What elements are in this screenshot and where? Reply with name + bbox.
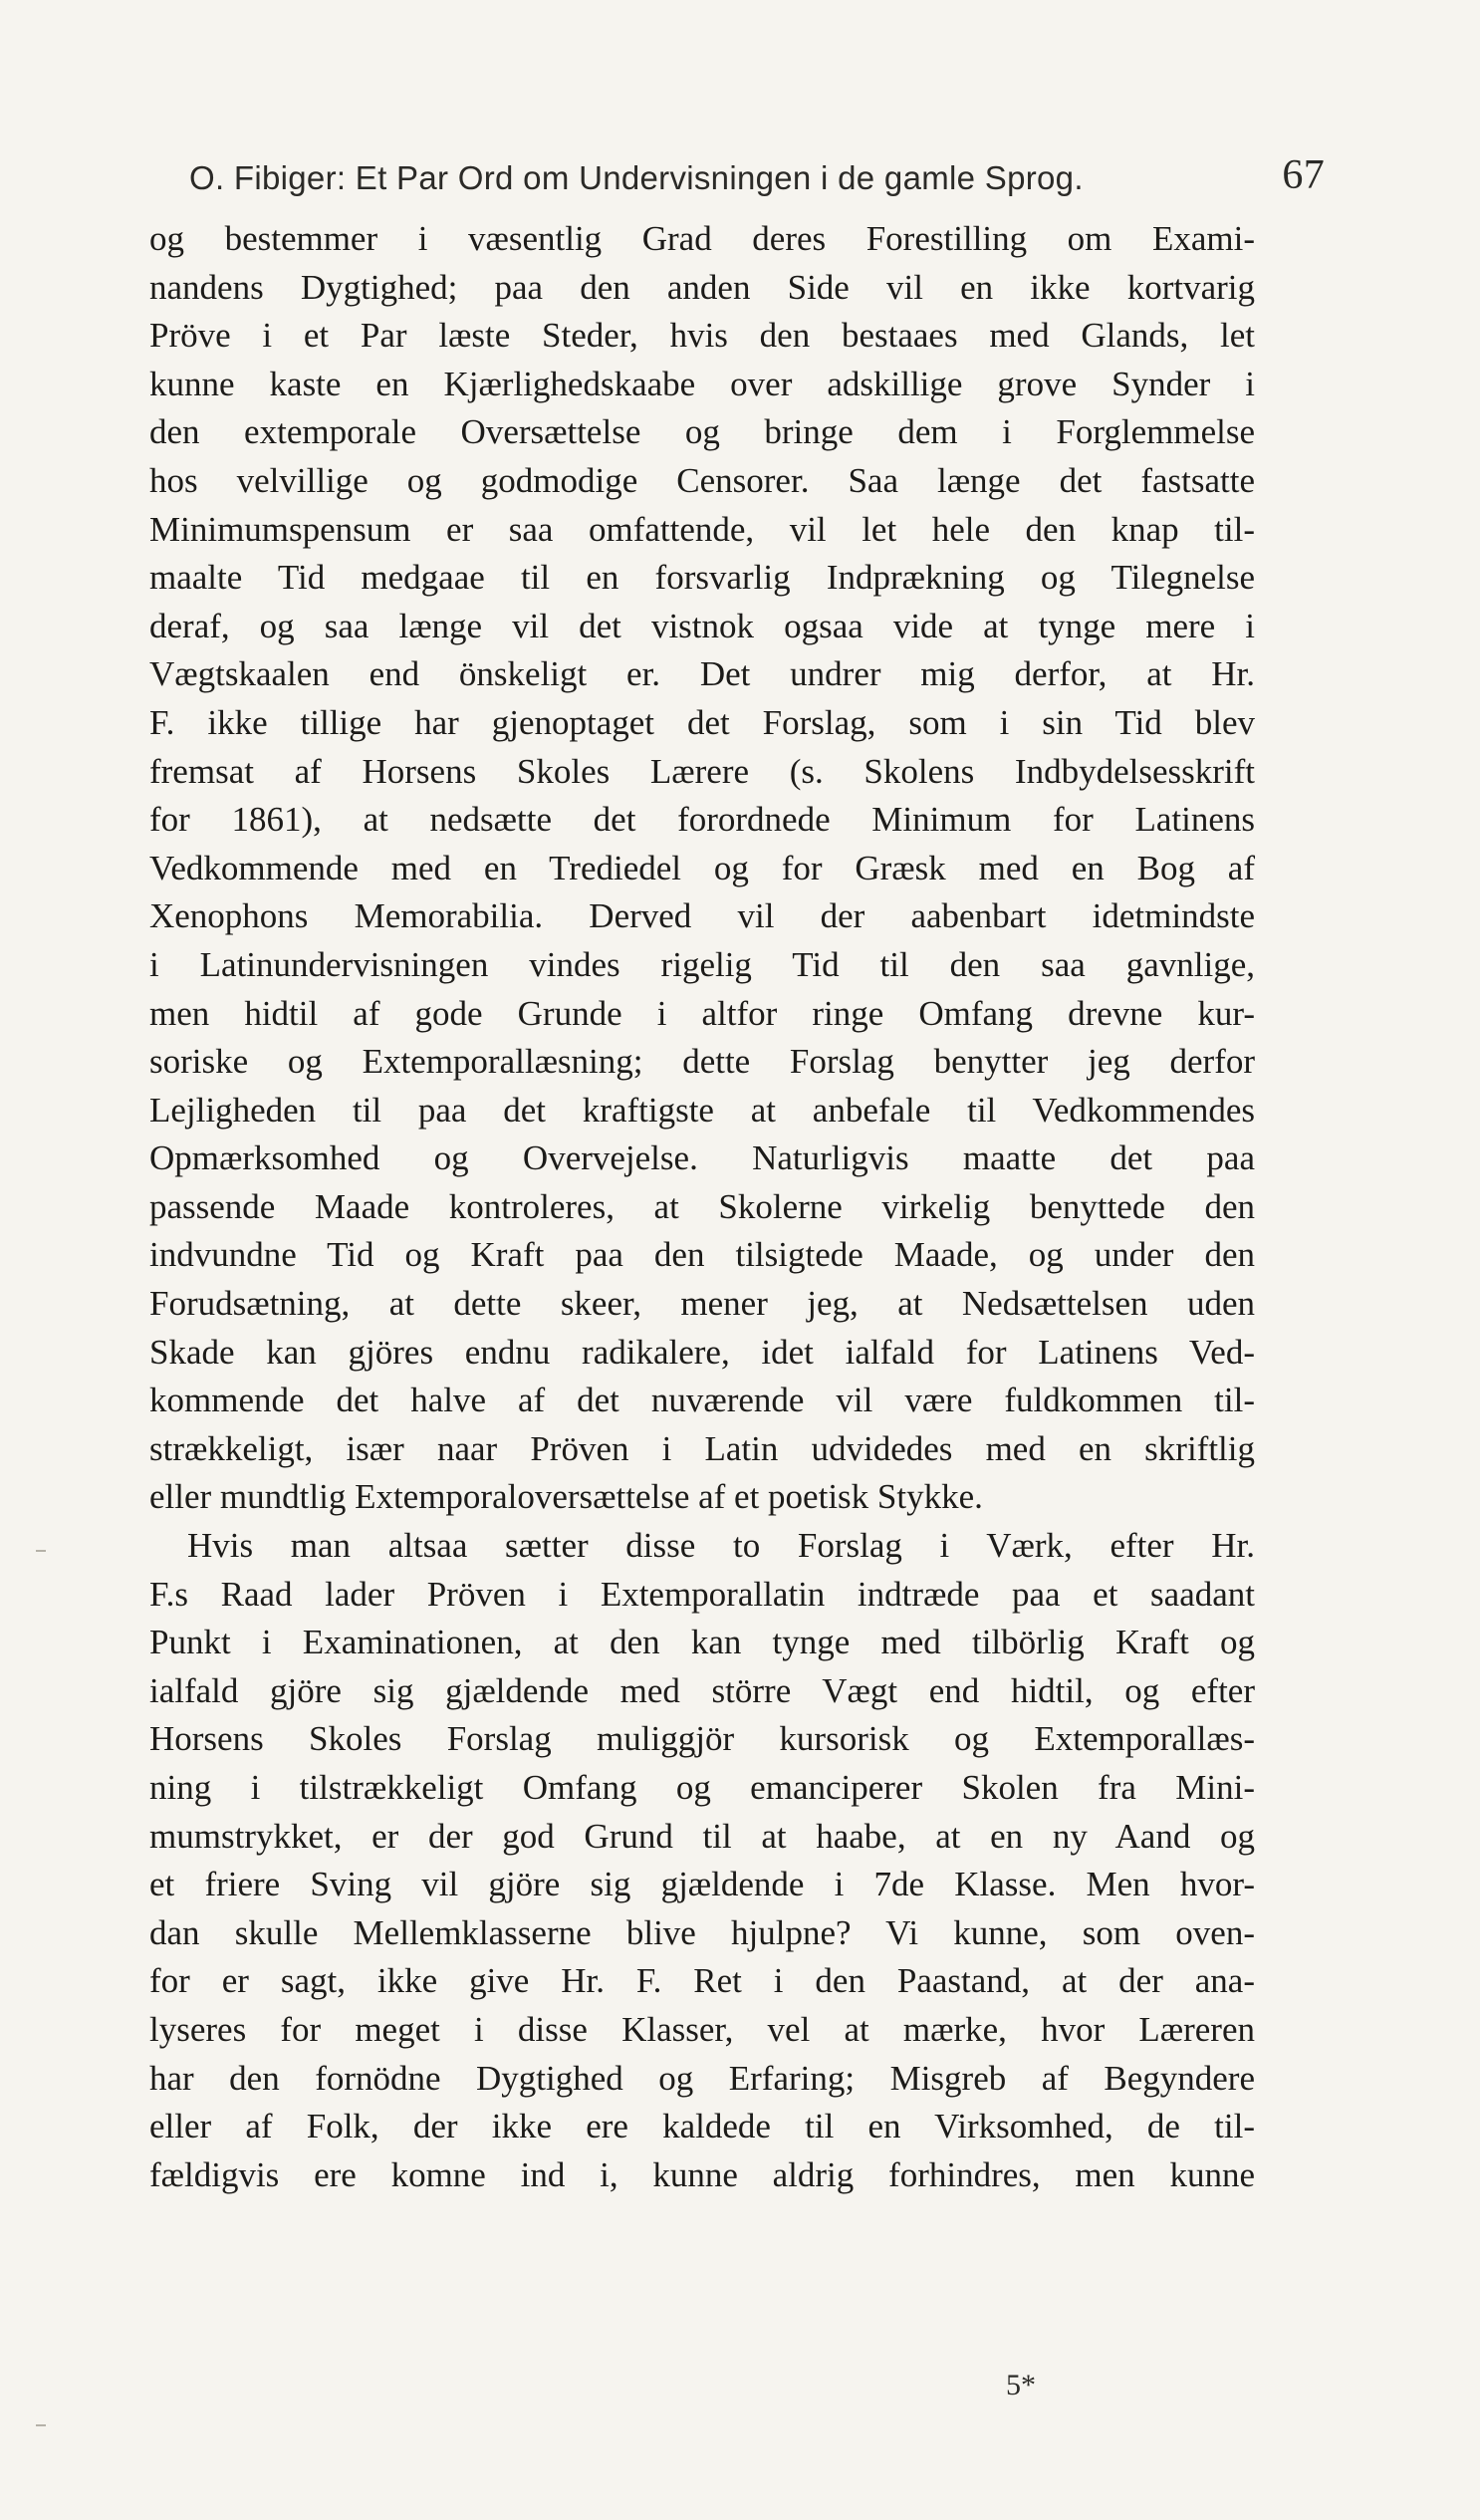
- text-line: eller af Folk, der ikke ere kaldede til en Virksomhed, de til-: [149, 2107, 1255, 2146]
- page-edge-mark: [36, 2424, 46, 2426]
- text-line: passende Maade kontroleres, at Skolerne virkelig benyttede den: [149, 1186, 1255, 1226]
- text-line: for 1861), at nedsætte det forordnede Minimum for Latinens: [149, 800, 1255, 840]
- text-line: i Latinundervisningen vindes rigelig Tid til den saa gavnlige,: [149, 944, 1255, 984]
- running-header: [189, 151, 1325, 201]
- body-text: [149, 215, 1255, 2199]
- text-line: for er sagt, ikke give Hr. F. Ret i den Paastand, at der ana-: [149, 1961, 1255, 2001]
- text-line: har den fornödne Dygtighed og Erfaring; Misgreb af Begyndere: [149, 2058, 1255, 2098]
- text-line: nandens Dygtighed; paa den anden Side vil en ikke kortvarig: [149, 267, 1255, 307]
- text-line: mumstrykket, er der god Grund til at haabe, at en ny Aand og: [149, 1816, 1255, 1856]
- text-line: fældigvis ere komne ind i, kunne aldrig forhindres, men kunne: [149, 2154, 1255, 2194]
- text-line: et friere Sving vil gjöre sig gjældende i 7de Klasse. Men hvor-: [149, 1865, 1255, 1904]
- text-line: Lejligheden til paa det kraftigste at anbefale til Vedkommendes: [149, 1090, 1255, 1130]
- text-line: Forudsætning, at dette skeer, mener jeg, at Nedsættelsen uden: [149, 1284, 1255, 1324]
- signature-mark: 5*: [1006, 2369, 1036, 2401]
- text-line: Vægtskaalen end önskeligt er. Det undrer mig derfor, at Hr.: [149, 654, 1255, 694]
- text-line: Minimumspensum er saa omfattende, vil let hele den knap til-: [149, 509, 1255, 549]
- text-line: dan skulle Mellemklasserne blive hjulpne? Vi kunne, som oven-: [149, 1912, 1255, 1952]
- text-line: ialfald gjöre sig gjældende med större Vægt end hidtil, og efter: [149, 1670, 1255, 1710]
- text-line: F. ikke tillige har gjenoptaget det Forslag, som i sin Tid blev: [149, 702, 1255, 742]
- text-line: Vedkommende med en Trediedel og for Græsk med en Bog af: [149, 848, 1255, 887]
- text-line: Skade kan gjöres endnu radikalere, idet ialfald for Latinens Ved-: [149, 1332, 1255, 1372]
- text-line: Punkt i Examinationen, at den kan tynge med tilbörlig Kraft og: [149, 1623, 1255, 1662]
- text-line: Opmærksomhed og Overvejelse. Naturligvis maatte det paa: [149, 1138, 1255, 1178]
- page-edge-mark: [36, 1550, 46, 1552]
- text-line: fremsat af Horsens Skoles Lærere (s. Skolens Indbydelsesskrift: [149, 751, 1255, 791]
- text-line: kunne kaste en Kjærlighedskaabe over adskillige grove Synder i: [149, 364, 1255, 403]
- page-number: 67: [1282, 152, 1325, 198]
- text-line: maalte Tid medgaae til en forsvarlig Indprækning og Tilegnelse: [149, 558, 1255, 598]
- text-line: men hidtil af gode Grunde i altfor ringe Omfang drevne kur-: [149, 993, 1255, 1033]
- running-title: O. Fibiger: Et Par Ord om Undervisningen i de gamle Sprog.: [189, 159, 1084, 196]
- text-line: ning i tilstrækkeligt Omfang og emanciperer Skolen fra Mini-: [149, 1768, 1255, 1807]
- text-line: F.s Raad lader Pröven i Extemporallatin indtræde paa et saadant: [149, 1574, 1255, 1614]
- text-line: hos velvillige og godmodige Censorer. Saa længe det fastsatte: [149, 460, 1255, 500]
- text-line: Xenophons Memorabilia. Derved vil der aabenbart idetmindste: [149, 896, 1255, 936]
- text-line: Horsens Skoles Forslag muliggjör kursorisk og Extemporallæs-: [149, 1719, 1255, 1759]
- text-line: Pröve i et Par læste Steder, hvis den bestaaes med Glands, let: [149, 316, 1255, 356]
- text-line: og bestemmer i væsentlig Grad deres Forestilling om Exami-: [149, 219, 1255, 258]
- text-line: eller mundtlig Extemporaloversættelse af et poetisk Stykke.: [149, 1477, 983, 1517]
- text-line-paragraph-start: Hvis man altsaa sætter disse to Forslag i Værk, efter Hr.: [187, 1526, 1255, 1566]
- text-line: den extemporale Oversættelse og bringe dem i Forglemmelse: [149, 412, 1255, 452]
- text-line: deraf, og saa længe vil det vistnok ogsaa vide at tynge mere i: [149, 606, 1255, 645]
- text-line: kommende det halve af det nuværende vil være fuldkommen til-: [149, 1381, 1255, 1420]
- text-line: soriske og Extemporallæsning; dette Forslag benytter jeg derfor: [149, 1042, 1255, 1082]
- text-line: lyseres for meget i disse Klasser, vel at mærke, hvor Læreren: [149, 2009, 1255, 2049]
- text-line: strækkeligt, især naar Pröven i Latin udvidedes med en skriftlig: [149, 1428, 1255, 1468]
- text-line: indvundne Tid og Kraft paa den tilsigtede Maade, og under den: [149, 1235, 1255, 1275]
